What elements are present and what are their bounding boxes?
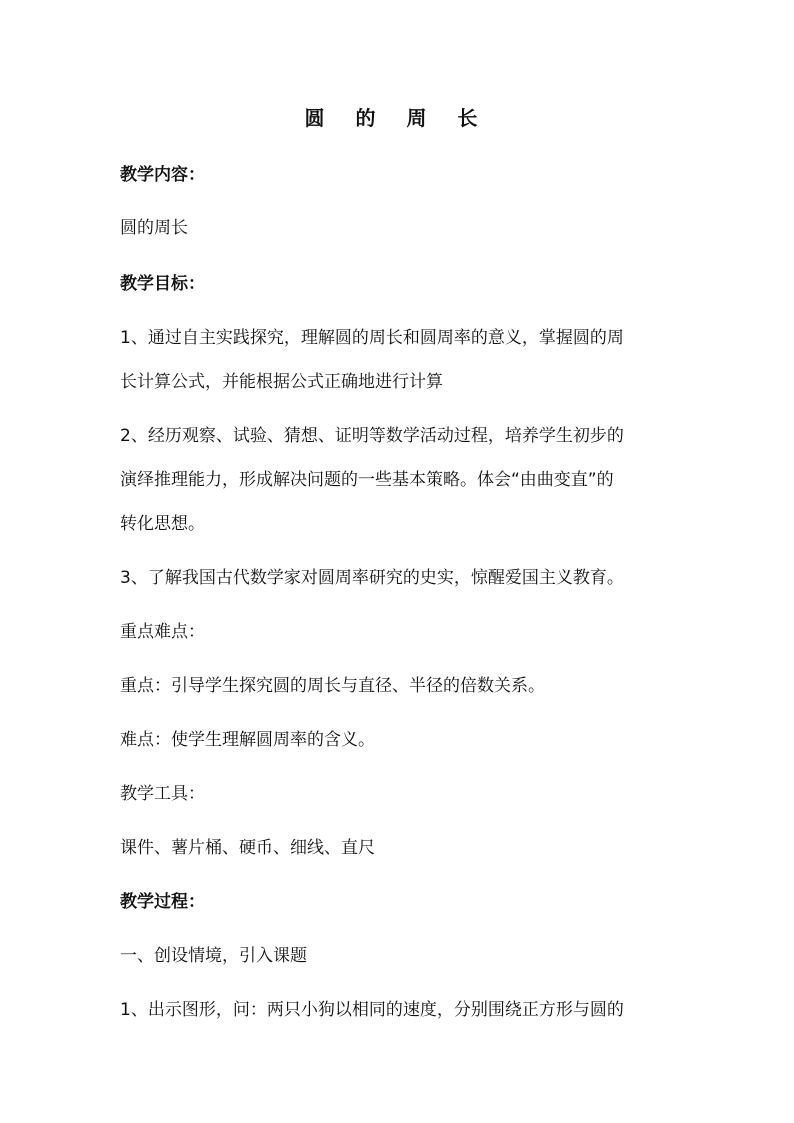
content-text: 圆的周长 xyxy=(120,218,188,238)
tools-heading: 教学工具： xyxy=(120,784,205,804)
keypoint-text: 重点：引导学生探究圆的周长与直径、半径的倍数关系。 xyxy=(120,676,545,696)
goal3-line1: 3、了解我国古代数学家对圆周率研究的史实，惊醒爱国主义教育。 xyxy=(120,568,624,588)
goal2-line2: 演绎推理能力，形成解决问题的一些基本策略。体会“由曲变直”的 xyxy=(120,470,614,490)
process-item1: 1、出示图形，问：两只小狗以相同的速度，分别围绕正方形与圆的 xyxy=(120,1000,624,1020)
tools-text: 课件、薯片桶、硬币、细线、直尺 xyxy=(120,838,375,858)
page-title: 圆 的 周 长 xyxy=(304,106,490,130)
goals-heading: 教学目标： xyxy=(120,274,205,294)
process-heading: 教学过程： xyxy=(120,892,205,912)
goal2-line1: 2、经历观察、试验、猜想、证明等数学活动过程，培养学生初步的 xyxy=(120,426,624,446)
goal1-line1: 1、通过自主实践探究，理解圆的周长和圆周率的意义，掌握圆的周 xyxy=(120,328,624,348)
goal1-line2: 长计算公式，并能根据公式正确地进行计算 xyxy=(120,372,443,392)
process-step1: 一、创设情境，引入课题 xyxy=(120,946,307,966)
keypoints-heading: 重点难点： xyxy=(120,622,205,642)
content-heading: 教学内容： xyxy=(120,165,205,185)
goal2-line3: 转化思想。 xyxy=(120,514,205,534)
difficulty-text: 难点：使学生理解圆周率的含义。 xyxy=(120,730,375,750)
